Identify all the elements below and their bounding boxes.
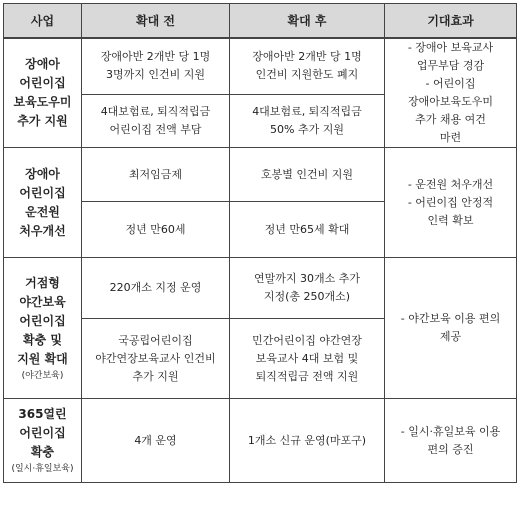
business-line: 어린이집: [19, 426, 66, 440]
after-line: 인건비 지원한도 폐지: [255, 68, 359, 82]
before-cell: [82, 148, 230, 202]
business-line: 장애아: [25, 57, 60, 71]
effect-line: 인력 확보: [427, 213, 474, 227]
header-business: 사업: [4, 4, 82, 39]
effect-line: - 장애아 보육교사: [407, 41, 494, 54]
before-line: 야간연장보육교사 인건비: [95, 351, 216, 365]
effect-line: 제공: [439, 330, 462, 343]
header-row: [4, 4, 517, 39]
after-line: 50% 추가 지원: [270, 122, 344, 136]
after-line: 4대보험료, 퇴직적립금: [252, 104, 362, 118]
after-cell: [230, 148, 385, 202]
effect-line: - 운전원 처우개선: [407, 177, 494, 191]
after-line: 민간어린이집 야간연장: [252, 333, 362, 347]
table-row: [4, 399, 517, 483]
business-cell: [4, 399, 82, 483]
business-line: 어린이집: [19, 76, 66, 90]
before-cell: [82, 202, 230, 258]
after-cell: [230, 319, 385, 399]
before-line: 어린이집 전액 부담: [109, 122, 202, 136]
business-cell: [4, 148, 82, 258]
effect-line: - 일시·휴일보육 이용: [400, 424, 501, 438]
before-line: 3명까지 인건비 지원: [106, 68, 205, 82]
effect-cell: [385, 148, 517, 258]
business-line: 보육도우미: [13, 95, 72, 109]
effect-cell: [385, 38, 517, 148]
header-before: 확대 전: [82, 4, 230, 39]
effect-line: 장애아보육도우미: [407, 95, 493, 108]
business-line: 야간보육: [19, 294, 66, 309]
after-line: 호봉별 인건비 지원: [260, 167, 353, 181]
header-effect: 기대효과: [385, 4, 517, 39]
effect-line: 마련: [439, 131, 462, 144]
effect-line: 편의 증진: [427, 442, 474, 456]
before-line: 국공립어린이집: [118, 333, 193, 347]
after-cell: [230, 38, 385, 94]
after-line: 퇴직적립금 전액 지원: [255, 369, 359, 383]
business-line: 어린이집: [19, 313, 66, 328]
before-cell: [82, 258, 230, 319]
business-note: (야간보육): [21, 370, 64, 381]
after-cell: [230, 202, 385, 258]
before-cell: [82, 94, 230, 147]
business-line: 운전원: [25, 204, 60, 219]
business-line: 지원 확대: [17, 351, 68, 366]
before-line: 장애아반 2개반 당 1명: [100, 50, 211, 64]
before-line: 최저임금제: [128, 167, 183, 181]
after-cell: [230, 94, 385, 147]
business-cell: [4, 258, 82, 399]
business-cell: [4, 38, 82, 148]
business-line: 확충: [30, 445, 55, 459]
after-line: 연말까지 30개소 추가: [254, 272, 360, 285]
business-line: 확충 및: [23, 332, 62, 347]
before-line: 4대보험료, 퇴직적립금: [100, 104, 211, 118]
header-after: 확대 후: [230, 4, 385, 39]
effect-cell: [385, 399, 517, 483]
before-line: 4개 운영: [134, 433, 177, 447]
before-line: 220개소 지정 운영: [109, 281, 202, 294]
after-line: 정년 만65세 확대: [264, 222, 350, 236]
before-line: 추가 지원: [132, 369, 179, 383]
after-cell: [230, 258, 385, 319]
effect-line: 업무부담 경감: [416, 59, 485, 72]
business-line: 추가 지원: [17, 114, 68, 128]
business-line: 거점형: [25, 275, 60, 290]
effect-line: - 어린이집: [425, 77, 476, 90]
table-row: [4, 258, 517, 319]
policy-expansion-table: [3, 3, 517, 483]
before-cell: [82, 38, 230, 94]
after-line: 지정(총 250개소): [263, 290, 351, 303]
business-line: 장애아: [25, 166, 60, 181]
before-cell: [82, 399, 230, 483]
before-line: 정년 만60세: [125, 222, 186, 236]
effect-line: 추가 채용 여건: [415, 113, 486, 126]
effect-line: - 야간보육 이용 편의: [400, 312, 501, 325]
after-line: 보육교사 4대 보험 및: [255, 351, 359, 365]
after-line: 장애아반 2개반 당 1명: [252, 50, 362, 64]
business-line: 처우개선: [19, 223, 66, 238]
table-row: [4, 148, 517, 202]
effect-cell: [385, 258, 517, 399]
effect-line: - 어린이집 안정적: [407, 195, 494, 209]
after-cell: [230, 399, 385, 483]
business-line: 365열린: [18, 407, 67, 421]
table-row: [4, 38, 517, 94]
after-line: 1개소 신규 운영(마포구): [247, 433, 367, 447]
before-cell: [82, 319, 230, 399]
business-note: (일시·휴일보육): [11, 464, 74, 474]
business-line: 어린이집: [19, 185, 66, 200]
